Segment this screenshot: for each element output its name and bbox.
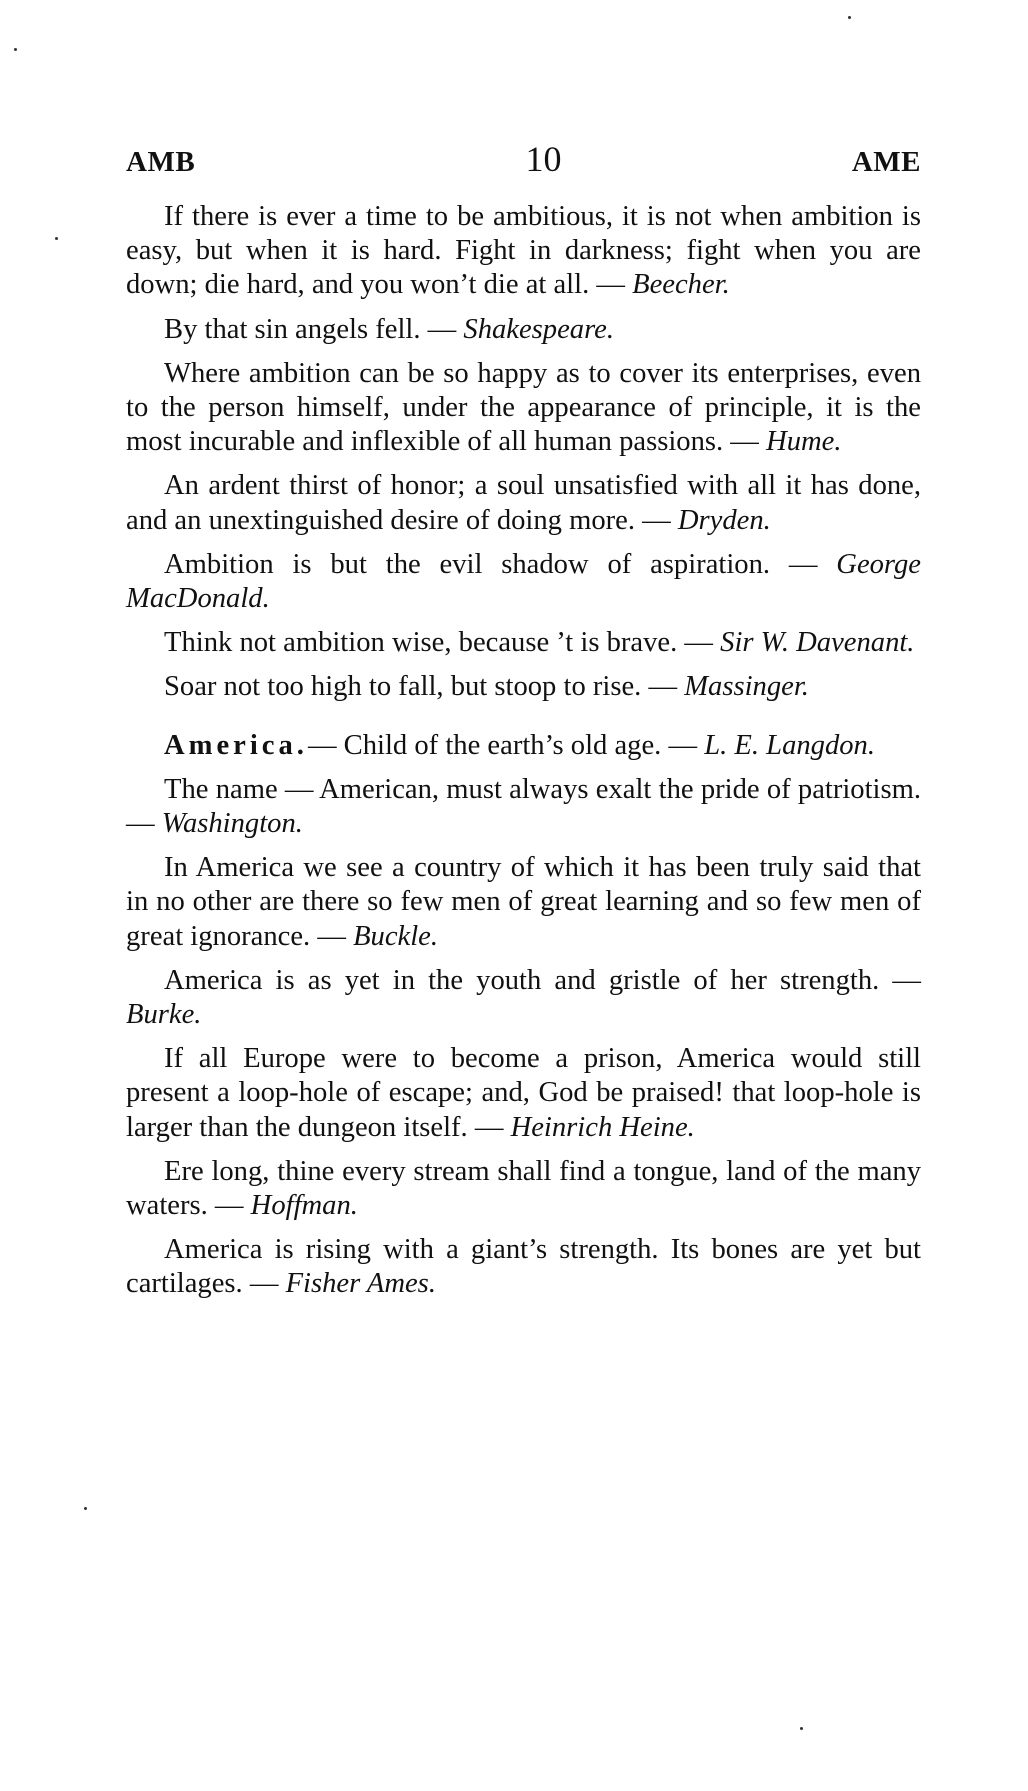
quote-entry (126, 626, 921, 660)
quote-author: Washington. (161, 808, 303, 840)
quote-entry (126, 1155, 921, 1223)
quote-entry (126, 200, 921, 303)
quote-text: By that sin angels fell. — (164, 313, 464, 345)
quote-entry (126, 313, 921, 347)
quote-author: Burke. (126, 999, 202, 1031)
quote-text: An ardent thirst of honor; a soul unsatisfied with all it has done, and an unextinguished desire of doing more. — (126, 470, 921, 536)
quote-text: Think not ambition wise, because ’t is brave. — (164, 627, 721, 659)
quote-author: Shakespeare. (463, 313, 614, 345)
print-speck (55, 237, 58, 240)
running-head (126, 138, 921, 180)
quote-text: — Child of the earth’s old age. — (307, 729, 705, 761)
quote-text: If all Europe were to become a prison, America would still present a loop-hole of escape; and, God be praised! that loop-hole is larger than the dungeon itself. — (126, 1043, 921, 1143)
quote-text: If there is ever a time to be ambitious, it is not when ambition is easy, but when it is hard. Fight in darkness; fight when you are down; die hard, and you won’t die at all. — (126, 201, 921, 301)
quote-entry (126, 670, 921, 704)
quote-author: Hoffman. (250, 1190, 358, 1222)
left-guide-word: AMB (126, 146, 196, 178)
quote-author: George MacDonald. (126, 548, 921, 615)
quote-author: Sir W. Davenant. (720, 627, 915, 659)
quote-entry (126, 548, 921, 616)
quote-author: Buckle. (353, 920, 438, 952)
print-speck (800, 1727, 803, 1730)
quote-entry (126, 1233, 921, 1301)
subject-heading: America. (164, 729, 308, 761)
quote-text: Where ambition can be so happy as to cover its enterprises, even to the person himself, under the appearance of principle, it is the most incurable and inflexible of all human passions. — (126, 357, 921, 458)
right-guide-word: AME (851, 146, 921, 178)
quote-text: Soar not too high to fall, but stoop to rise. — (164, 671, 685, 703)
quote-author: Beecher. (632, 269, 730, 301)
print-speck (14, 48, 17, 51)
print-speck (84, 1507, 87, 1510)
quote-entry (126, 1042, 921, 1145)
print-speck (848, 16, 851, 19)
quote-text: In America we see a country of which it has been truly said that in no other are there so few men of great learning and so few men of great ignorance. — (126, 852, 921, 952)
book-page (126, 138, 921, 1312)
quote-entry (126, 851, 921, 954)
quote-entry (126, 357, 921, 460)
page-number: 10 (525, 139, 562, 179)
quote-text: America is as yet in the youth and gristle of her strength. — (164, 964, 921, 996)
quote-text: Ere long, thine every stream shall find a tongue, land of the many waters. — (126, 1155, 921, 1222)
quote-text: America is rising with a giant’s strength. Its bones are yet but cartilages. — (126, 1234, 921, 1300)
quote-text: The name — American, must always exalt the pride of patriotism. — (126, 773, 921, 840)
quote-entry (126, 469, 921, 537)
quote-author: Fisher Ames. (285, 1268, 436, 1300)
quote-entry (126, 729, 921, 763)
quote-author: Heinrich Heine. (510, 1111, 695, 1143)
quote-text: Ambition is but the evil shadow of aspiration. — (164, 548, 837, 580)
quote-author: Massinger. (684, 671, 809, 703)
quote-author: Hume. (766, 426, 842, 458)
quote-author: L. E. Langdon. (704, 729, 875, 761)
quote-author: Dryden. (677, 504, 771, 536)
quote-entry (126, 964, 921, 1032)
quote-entry (126, 773, 921, 841)
